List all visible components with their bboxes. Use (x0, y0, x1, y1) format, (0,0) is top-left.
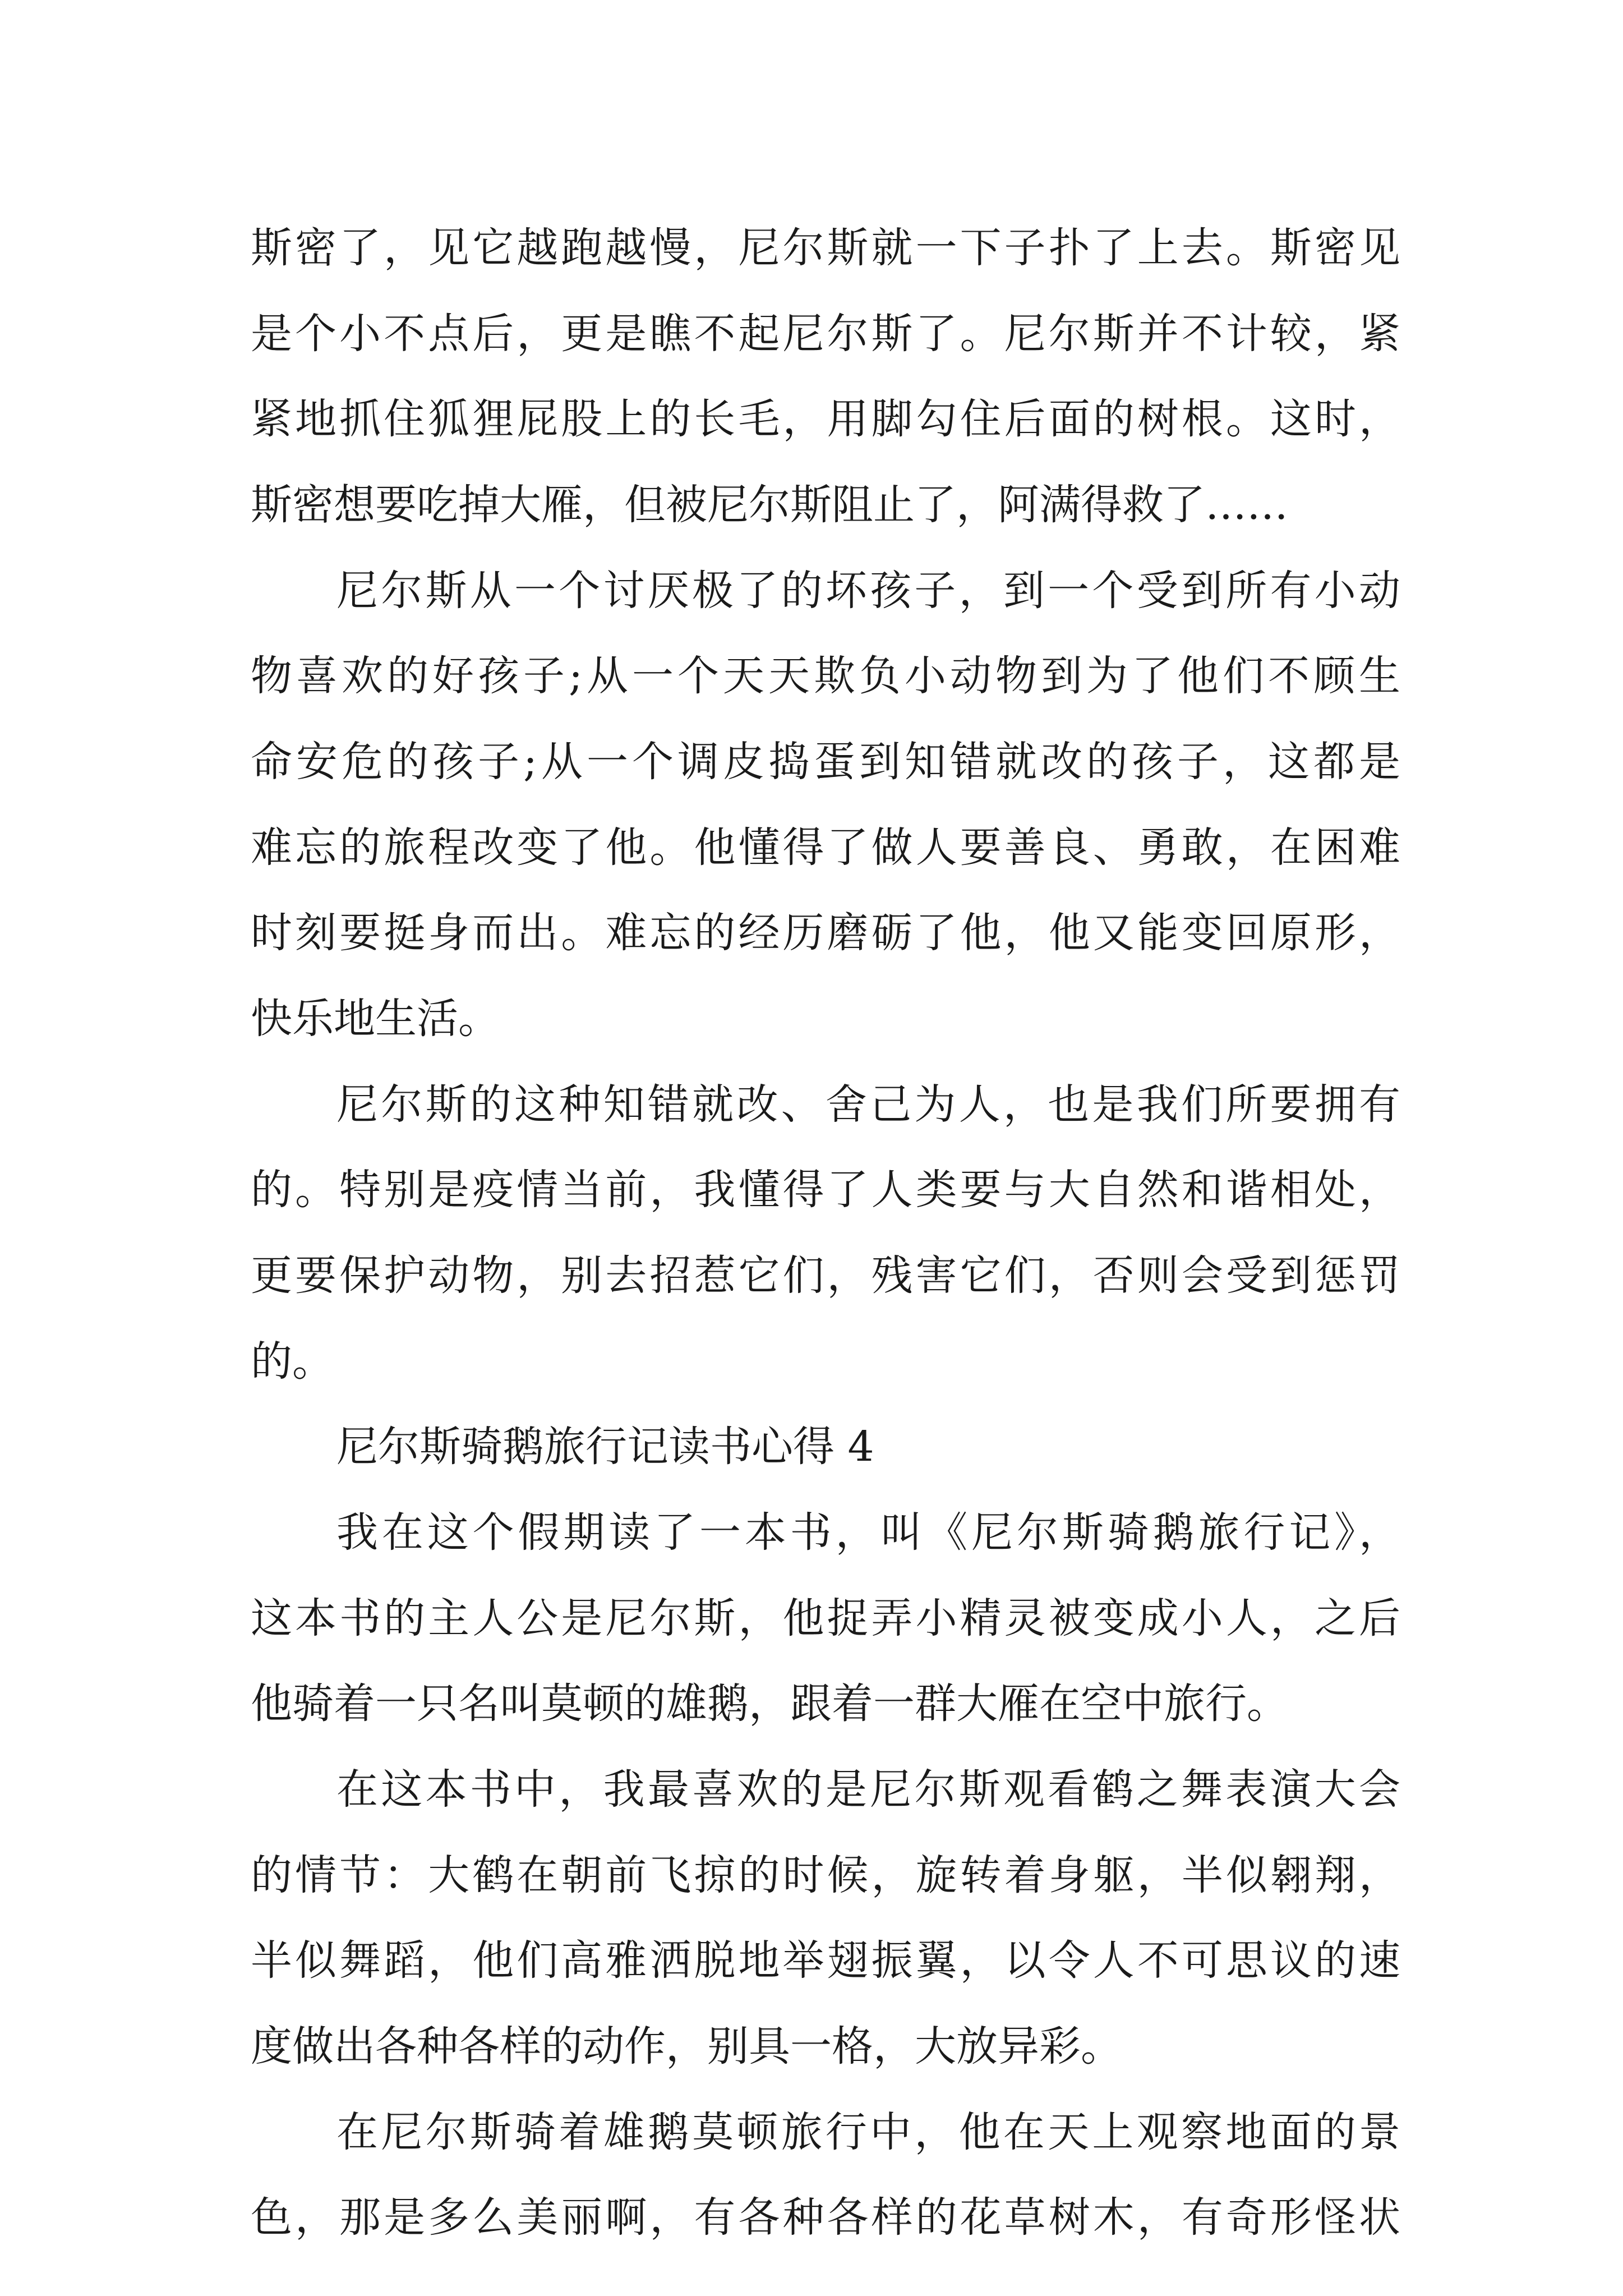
paragraph-first-line: 尼尔斯从一个讨厌极了的坏孩子，到一个受到所有小动 (336, 567, 1400, 615)
text-line: 的情节：大鹤在朝前飞掠的时候，旋转着身躯，半似翱翔， (251, 1851, 1400, 1899)
text-line: 命安危的孩子;从一个调皮捣蛋到知错就改的孩子，这都是 (251, 738, 1400, 786)
paragraph-first-line: 尼尔斯的这种知错就改、舍己为人，也是我们所要拥有 (336, 1080, 1400, 1129)
text-line: 是个小不点后，更是瞧不起尼尔斯了。尼尔斯并不计较，紧 (251, 310, 1400, 358)
text-line: 时刻要挺身而出。难忘的经历磨砺了他，他又能变回原形， (251, 909, 1400, 957)
text-line: 快乐地生活。 (251, 995, 500, 1043)
text-line: 紧地抓住狐狸屁股上的长毛，用脚勾住后面的树根。这时， (251, 395, 1400, 443)
text-line: 更要保护动物，别去招惹它们，残害它们，否则会受到惩罚 (251, 1251, 1400, 1300)
paragraph-first-line: 在尼尔斯骑着雄鹅莫顿旅行中，他在天上观察地面的景 (336, 2108, 1400, 2156)
text-line: 斯密想要吃掉大雁，但被尼尔斯阻止了，阿满得救了…… (251, 481, 1288, 529)
text-line: 度做出各种各样的动作，别具一格，大放异彩。 (251, 2022, 1122, 2070)
section-heading: 尼尔斯骑鹅旅行记读书心得 4 (336, 1423, 874, 1471)
text-line: 斯密了，见它越跑越慢，尼尔斯就一下子扑了上去。斯密见 (251, 224, 1400, 272)
paragraph-first-line: 在这本书中，我最喜欢的是尼尔斯观看鹤之舞表演大会 (336, 1765, 1400, 1814)
text-line: 他骑着一只名叫莫顿的雄鹅，跟着一群大雁在空中旅行。 (251, 1680, 1288, 1728)
paragraph-first-line: 我在这个假期读了一本书，叫《尼尔斯骑鹅旅行记》， (336, 1508, 1400, 1557)
text-line: 半似舞蹈，他们高雅洒脱地举翅振翼，以令人不可思议的速 (251, 1936, 1400, 1985)
text-line: 的。 (251, 1337, 334, 1386)
text-line: 这本书的主人公是尼尔斯，他捉弄小精灵被变成小人，之后 (251, 1594, 1400, 1642)
text-line: 色，那是多么美丽啊，有各种各样的花草树木，有奇形怪状 (251, 2193, 1400, 2242)
text-line: 难忘的旅程改变了他。他懂得了做人要善良、勇敢，在困难 (251, 823, 1400, 872)
text-line: 的。特别是疫情当前，我懂得了人类要与大自然和谐相处， (251, 1166, 1400, 1214)
text-line: 物喜欢的好孩子;从一个天天欺负小动物到为了他们不顾生 (251, 652, 1400, 700)
